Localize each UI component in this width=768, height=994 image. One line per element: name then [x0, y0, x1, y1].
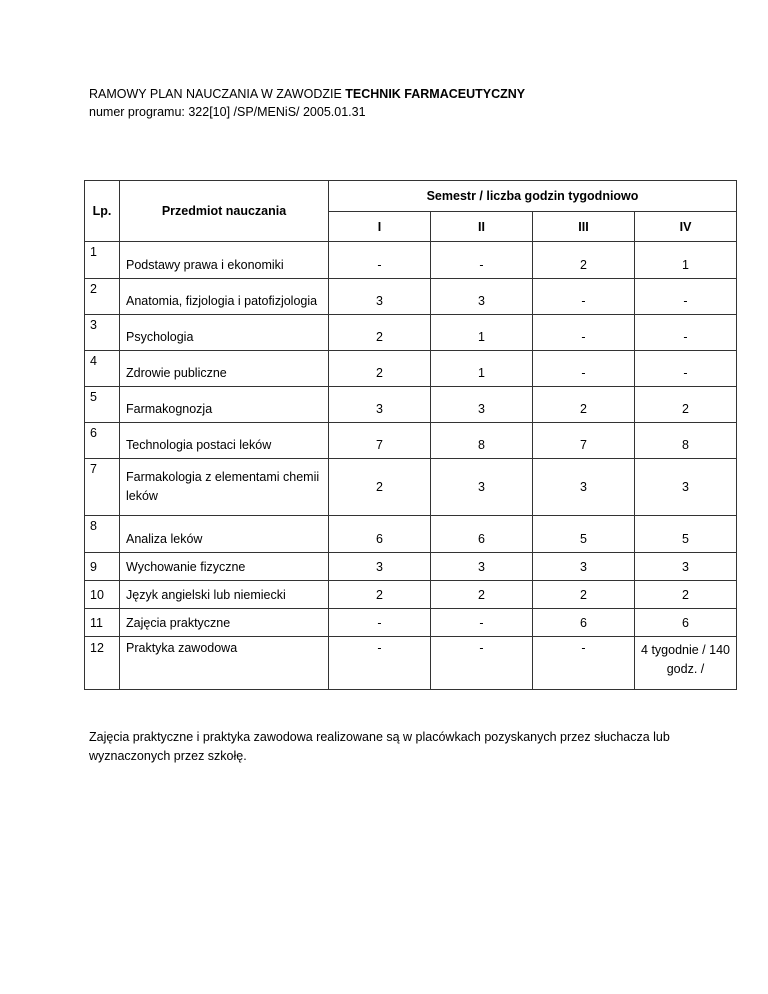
- table-row: [85, 423, 737, 459]
- row-lp: 5: [85, 387, 120, 423]
- row-value: -: [533, 351, 635, 387]
- row-subject: Farmakologia z elementami chemii leków: [120, 459, 329, 516]
- row-lp: 10: [85, 581, 120, 609]
- table-row: [85, 516, 737, 553]
- row-value: 2: [635, 387, 737, 423]
- row-subject: Analiza leków: [120, 516, 329, 553]
- table-row: [85, 459, 737, 516]
- row-value: 8: [431, 423, 533, 459]
- table-row: [85, 609, 737, 637]
- table-row: [85, 387, 737, 423]
- row-value: -: [431, 637, 533, 690]
- row-lp: 7: [85, 459, 120, 516]
- row-value: 3: [329, 279, 431, 315]
- header-semester-2: II: [431, 212, 533, 242]
- row-lp: 11: [85, 609, 120, 637]
- document-header: [89, 85, 525, 121]
- row-lp: 2: [85, 279, 120, 315]
- footer-note: Zajęcia praktyczne i praktyka zawodowa realizowane są w placówkach pozyskanych przez słuchacza lub wyznaczonych przez szkołę.: [89, 730, 670, 763]
- row-value: 3: [329, 553, 431, 581]
- table-row: [85, 581, 737, 609]
- row-subject: Zdrowie publiczne: [120, 351, 329, 387]
- row-lp: 4: [85, 351, 120, 387]
- header-semester-1: I: [329, 212, 431, 242]
- table-row: [85, 637, 737, 690]
- header-semester-4: IV: [635, 212, 737, 242]
- header-semester-3: III: [533, 212, 635, 242]
- table-row: [85, 279, 737, 315]
- row-value: 6: [431, 516, 533, 553]
- row-value: 3: [635, 459, 737, 516]
- row-value: 3: [431, 459, 533, 516]
- row-value: -: [533, 637, 635, 690]
- row-value: 7: [329, 423, 431, 459]
- row-subject: Język angielski lub niemiecki: [120, 581, 329, 609]
- row-value: 2: [533, 581, 635, 609]
- row-lp: 3: [85, 315, 120, 351]
- header-semester-group: Semestr / liczba godzin tygodniowo: [329, 181, 737, 212]
- row-subject: Technologia postaci leków: [120, 423, 329, 459]
- table-row: [85, 315, 737, 351]
- row-lp: 9: [85, 553, 120, 581]
- row-value: -: [431, 609, 533, 637]
- row-value: 6: [533, 609, 635, 637]
- table-row: [85, 351, 737, 387]
- program-number: numer programu: 322[10] /SP/MENiS/ 2005.01.31: [89, 105, 366, 119]
- row-value: 3: [431, 387, 533, 423]
- row-lp: 6: [85, 423, 120, 459]
- row-subject: Podstawy prawa i ekonomiki: [120, 242, 329, 279]
- row-value: 8: [635, 423, 737, 459]
- row-value: 5: [635, 516, 737, 553]
- row-subject: Wychowanie fizyczne: [120, 553, 329, 581]
- row-value: 2: [533, 387, 635, 423]
- row-value: 3: [533, 553, 635, 581]
- row-subject: Zajęcia praktyczne: [120, 609, 329, 637]
- row-value: -: [533, 279, 635, 315]
- row-value: 2: [329, 351, 431, 387]
- table-row: [85, 553, 737, 581]
- row-value: 3: [329, 387, 431, 423]
- table-row: [85, 242, 737, 279]
- row-lp: 1: [85, 242, 120, 279]
- row-subject: Anatomia, fizjologia i patofizjologia: [120, 279, 329, 315]
- row-value: 2: [329, 315, 431, 351]
- row-value: 2: [635, 581, 737, 609]
- row-value: 3: [635, 553, 737, 581]
- row-value: 5: [533, 516, 635, 553]
- row-value: -: [635, 351, 737, 387]
- row-value: -: [533, 315, 635, 351]
- row-value: 1: [431, 351, 533, 387]
- row-value: 7: [533, 423, 635, 459]
- header-subject: Przedmiot nauczania: [120, 181, 329, 242]
- row-value: 6: [329, 516, 431, 553]
- row-value: 3: [431, 553, 533, 581]
- row-value: 2: [329, 581, 431, 609]
- row-value: -: [431, 242, 533, 279]
- row-value: -: [329, 609, 431, 637]
- row-value: -: [635, 279, 737, 315]
- row-value: -: [329, 242, 431, 279]
- row-value: 6: [635, 609, 737, 637]
- row-lp: 12: [85, 637, 120, 690]
- row-value: 4 tygodnie / 140 godz. /: [635, 637, 737, 690]
- row-value: -: [635, 315, 737, 351]
- row-value: 3: [533, 459, 635, 516]
- title-prefix: RAMOWY PLAN NAUCZANIA W ZAWODZIE: [89, 87, 346, 101]
- header-lp: Lp.: [85, 181, 120, 242]
- row-value: 3: [431, 279, 533, 315]
- row-value: 1: [635, 242, 737, 279]
- row-value: 2: [329, 459, 431, 516]
- title-profession: TECHNIK FARMACEUTYCZNY: [345, 87, 526, 101]
- curriculum-table: [84, 180, 737, 690]
- row-lp: 8: [85, 516, 120, 553]
- row-value: 2: [431, 581, 533, 609]
- document-title: [89, 85, 525, 103]
- row-subject: Praktyka zawodowa: [120, 637, 329, 690]
- row-value: 2: [533, 242, 635, 279]
- row-subject: Farmakognozja: [120, 387, 329, 423]
- row-value: 1: [431, 315, 533, 351]
- row-value: -: [329, 637, 431, 690]
- row-subject: Psychologia: [120, 315, 329, 351]
